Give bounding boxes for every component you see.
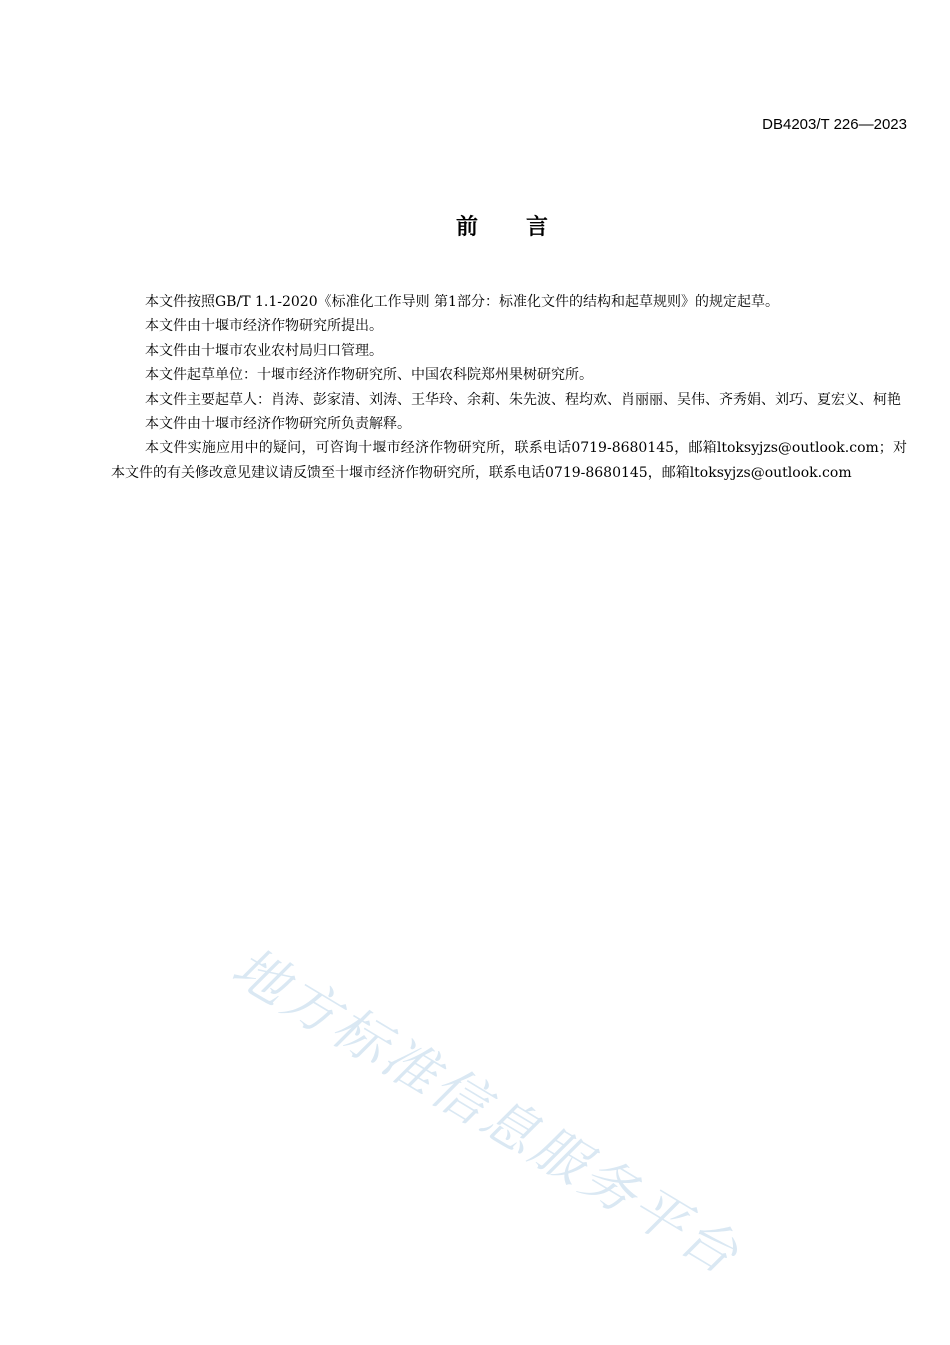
paragraph-drafting-rules: 本文件按照GB/T 1.1-2020《标准化工作导则 第1部分：标准化文件的结构和起草规则》的规定起草。 (145, 294, 779, 310)
document-code: DB4203/T 226—2023 (762, 116, 907, 133)
paragraph-contact: 本文件实施应用中的疑问，可咨询十堰市经济作物研究所，联系电话0719-8680145，邮箱ltoksyjzs@outlook.com；对本文件的有关修改意见建议请反馈至十堰市经济作物研究所，联系电话0719-8680145，邮箱ltoksyjzs@outlook.com (111, 440, 907, 481)
paragraph-proposer: 本文件由十堰市经济作物研究所提出。 (145, 318, 383, 335)
title-char-1: 前 (455, 215, 478, 240)
paragraph-administration: 本文件由十堰市农业农村局归口管理。 (145, 342, 383, 359)
title-char-2: 言 (526, 215, 549, 240)
page-title (0, 210, 950, 241)
watermark: 地方标准信息服务平台 (221, 934, 752, 1288)
foreword-body (111, 290, 907, 485)
paragraph-drafters: 本文件主要起草人：肖涛、彭家清、刘涛、王华玲、余莉、朱先波、程均欢、肖丽丽、吴伟、齐秀娟、刘巧、夏宏义、柯艳 (145, 391, 901, 408)
paragraph-drafting-units: 本文件起草单位：十堰市经济作物研究所、中国农科院郑州果树研究所。 (145, 367, 593, 384)
paragraph-interpretation: 本文件由十堰市经济作物研究所负责解释。 (145, 416, 411, 433)
